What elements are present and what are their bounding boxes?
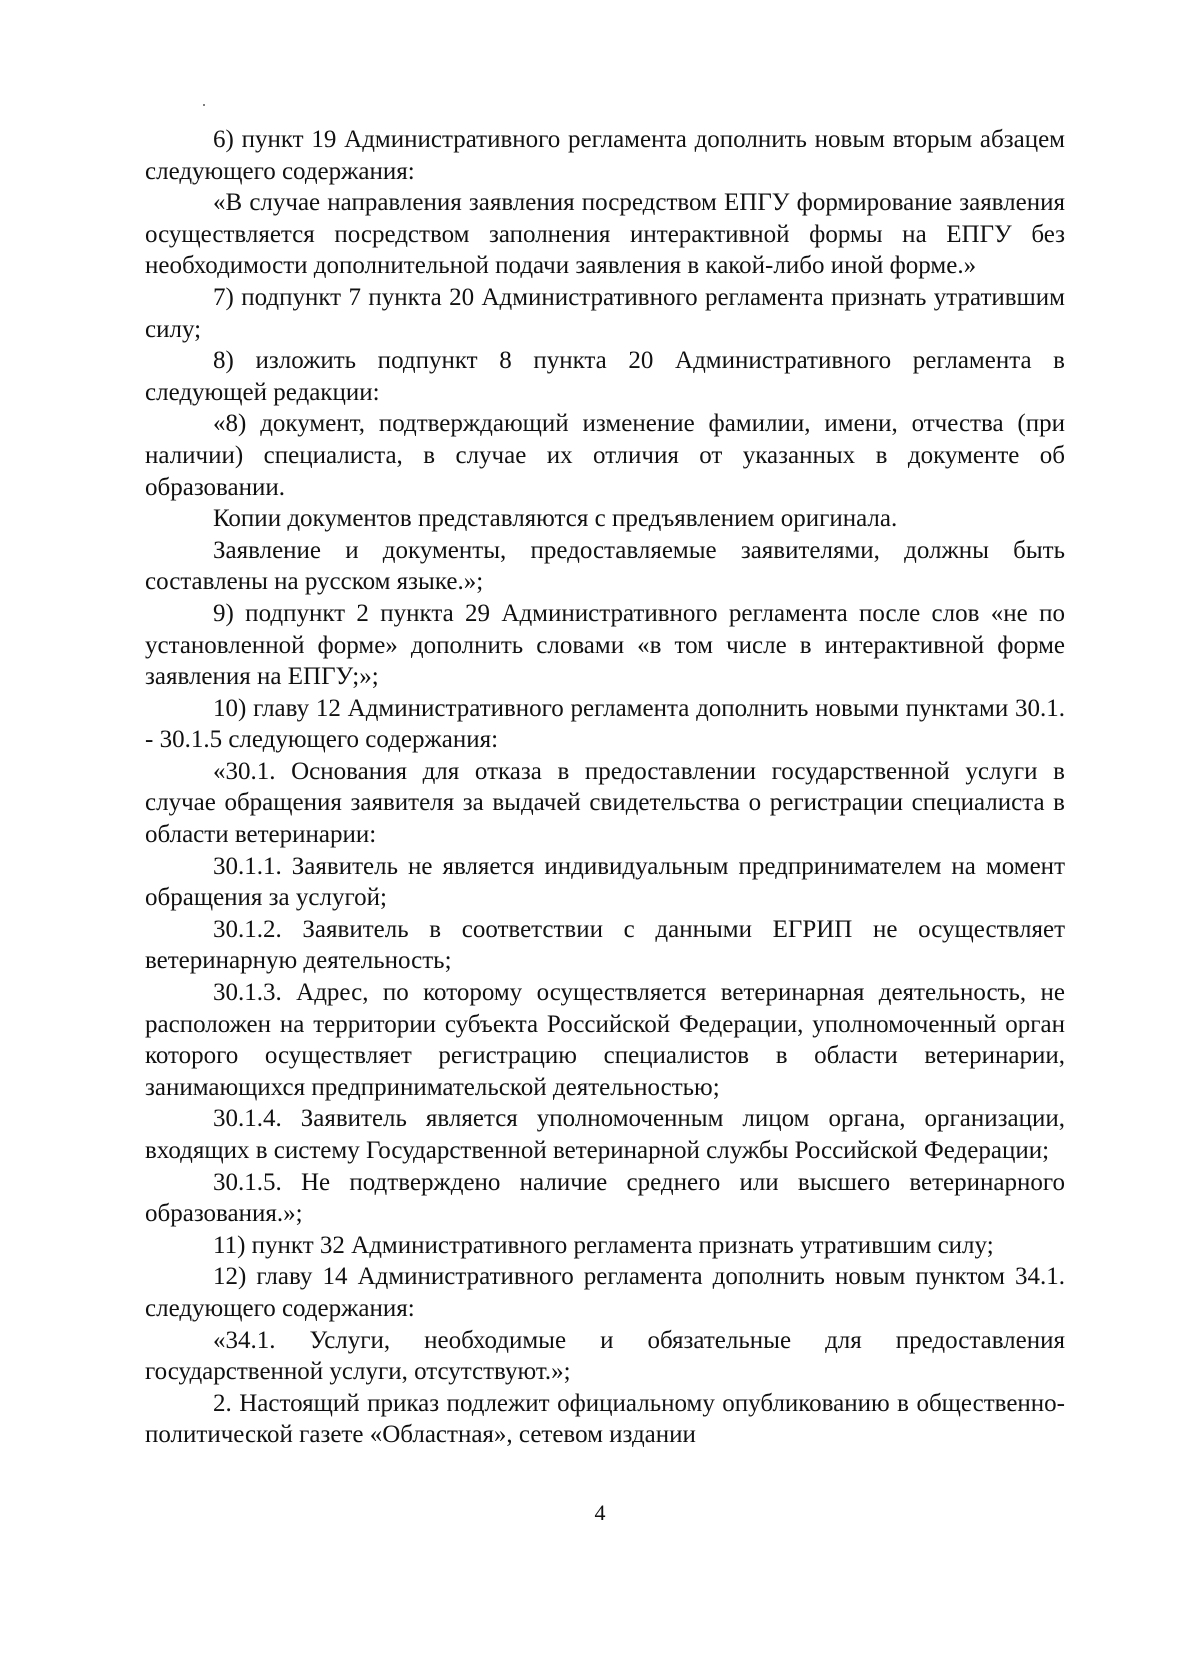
paragraph-3: 7) подпункт 7 пункта 20 Административного регламента признать утратившим силу; [145, 283, 1065, 343]
page-number: 4 [594, 1500, 606, 1525]
paragraph-9: 10) главу 12 Административного регламента дополнить новыми пунктами 30.1. - 30.1.5 следующего содержания: [145, 694, 1065, 754]
paragraph-14: 30.1.4. Заявитель является уполномоченным лицом органа, организации, входящих в систему Государственной ветеринарной службы Российской Федерации; [145, 1105, 1065, 1164]
paragraph-1: 6) пункт 19 Административного регламента дополнить новым вторым абзацем следующего содержания: [145, 126, 1065, 185]
paragraph-15: 30.1.5. Не подтверждено наличие среднего или высшего ветеринарного образования.»; [145, 1168, 1065, 1228]
paragraph-8: 9) подпункт 2 пункта 29 Административного регламента после слов «не по установленной форме» дополнить словами «в том числе в интерактивной форме заявления на ЕПГУ;»; [145, 599, 1065, 691]
paragraph-18: «34.1. Услуги, необходимые и обязательные для предоставления государственной услуги, отсутствуют.»; [145, 1326, 1065, 1386]
paragraph-17: 12) главу 14 Административного регламента дополнить новым пунктом 34.1. следующего содержания: [145, 1263, 1065, 1322]
paragraph-13: 30.1.3. Адрес, по которому осуществляется ветеринарная деятельность, не расположен на территории субъекта Российской Федерации, уполномоченный орган которого осуществляет регистрацию специалистов в области ветеринарии, занимающихся предпринимательской деятельностью; [145, 979, 1065, 1101]
paragraph-12: 30.1.2. Заявитель в соответствии с данными ЕГРИП не осуществляет ветеринарную деятельность; [145, 915, 1065, 975]
paragraph-2: «В случае направления заявления посредством ЕПГУ формирование заявления осуществляется посредством заполнения интерактивной формы на ЕПГУ без необходимости дополнительной подачи заявления в какой-либо иной форме.» [145, 189, 1065, 280]
paragraph-10: «30.1. Основания для отказа в предоставлении государственной услуги в случае обращения заявителя за выдачей свидетельства о регистрации специалиста в области ветеринарии: [145, 757, 1065, 849]
paragraph-19: 2. Настоящий приказ подлежит официальному опубликованию в общественно-политической газете «Областная», сетевом издании [145, 1389, 1065, 1449]
document-body [145, 124, 1065, 1451]
paragraph-11: 30.1.1. Заявитель не является индивидуальным предпринимателем на момент обращения за услугой; [145, 852, 1065, 912]
paragraph-4: 8) изложить подпункт 8 пункта 20 Административного регламента в следующей редакции: [145, 347, 1065, 406]
scan-speck [203, 104, 205, 106]
paragraph-6: Копии документов представляются с предъявлением оригинала. [213, 505, 898, 533]
paragraph-5: «8) документ, подтверждающий изменение фамилии, имени, отчества (при наличии) специалиста, в случае их отличия от указанных в документе об образовании. [145, 410, 1065, 501]
paragraph-7: Заявление и документы, предоставляемые заявителями, должны быть составлены на русском языке.»; [145, 536, 1065, 596]
paragraph-16: 11) пункт 32 Административного регламента признать утратившим силу; [213, 1231, 994, 1259]
